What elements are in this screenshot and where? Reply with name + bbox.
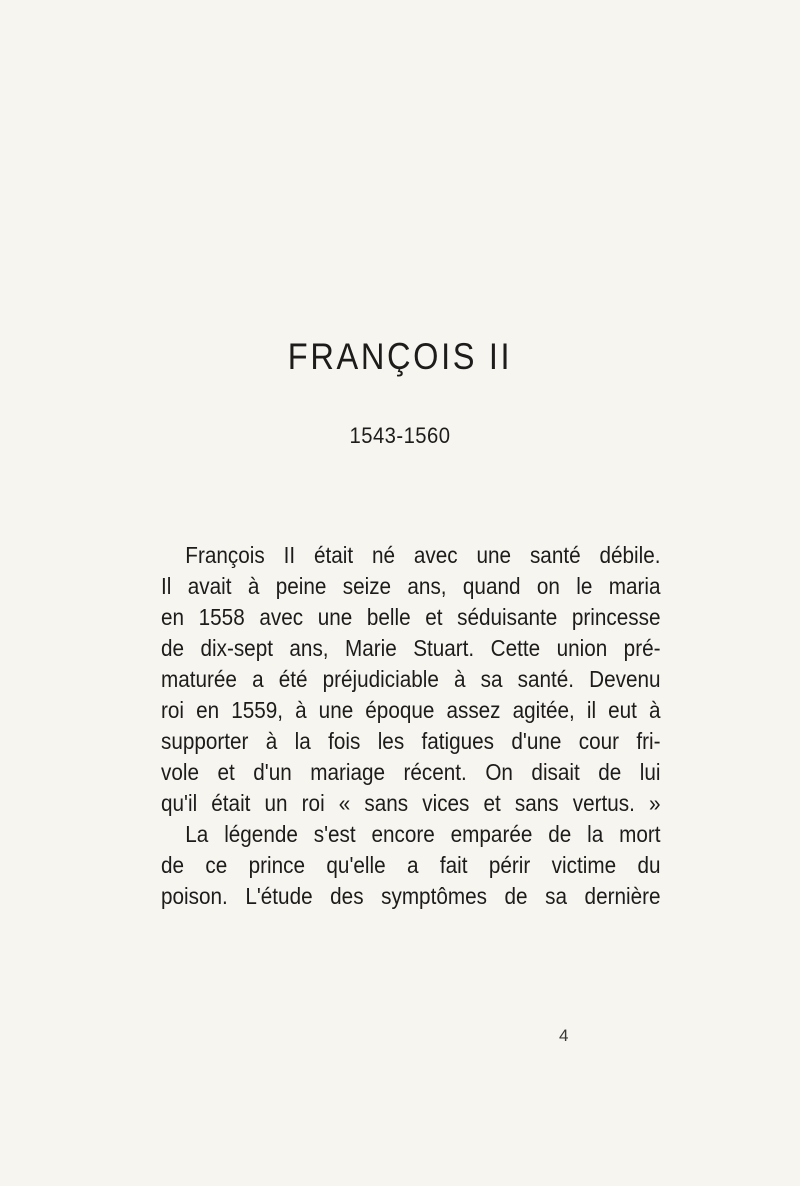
text-line: roi en 1559, à une époque assez agitée, il eut à bbox=[161, 697, 661, 723]
text-line: François II était né avec une santé débile. bbox=[185, 542, 661, 568]
text-line: vole et d'un mariage récent. On disait de lui bbox=[161, 759, 661, 785]
text-line: Il avait à peine seize ans, quand on le maria bbox=[161, 573, 661, 599]
text-line: poison. L'étude des symptômes de sa dernière bbox=[161, 883, 661, 909]
text-line: en 1558 avec une belle et séduisante princesse bbox=[161, 604, 661, 630]
text-line: de ce prince qu'elle a fait périr victime du bbox=[161, 852, 661, 878]
text-line: maturée a été préjudiciable à sa santé. Devenu bbox=[161, 666, 661, 692]
chapter-title: FRANÇOIS II bbox=[287, 336, 513, 377]
text-line: supporter à la fois les fatigues d'une cour fri- bbox=[161, 728, 661, 754]
body-text bbox=[161, 540, 661, 912]
text-line: qu'il était un roi « sans vices et sans vertus. » bbox=[161, 790, 661, 816]
signature-mark: 4 bbox=[559, 1026, 569, 1045]
chapter-dates: 1543-1560 bbox=[349, 423, 451, 448]
text-line: de dix-sept ans, Marie Stuart. Cette union pré- bbox=[161, 635, 661, 661]
text-line: La légende s'est encore emparée de la mort bbox=[185, 821, 661, 847]
